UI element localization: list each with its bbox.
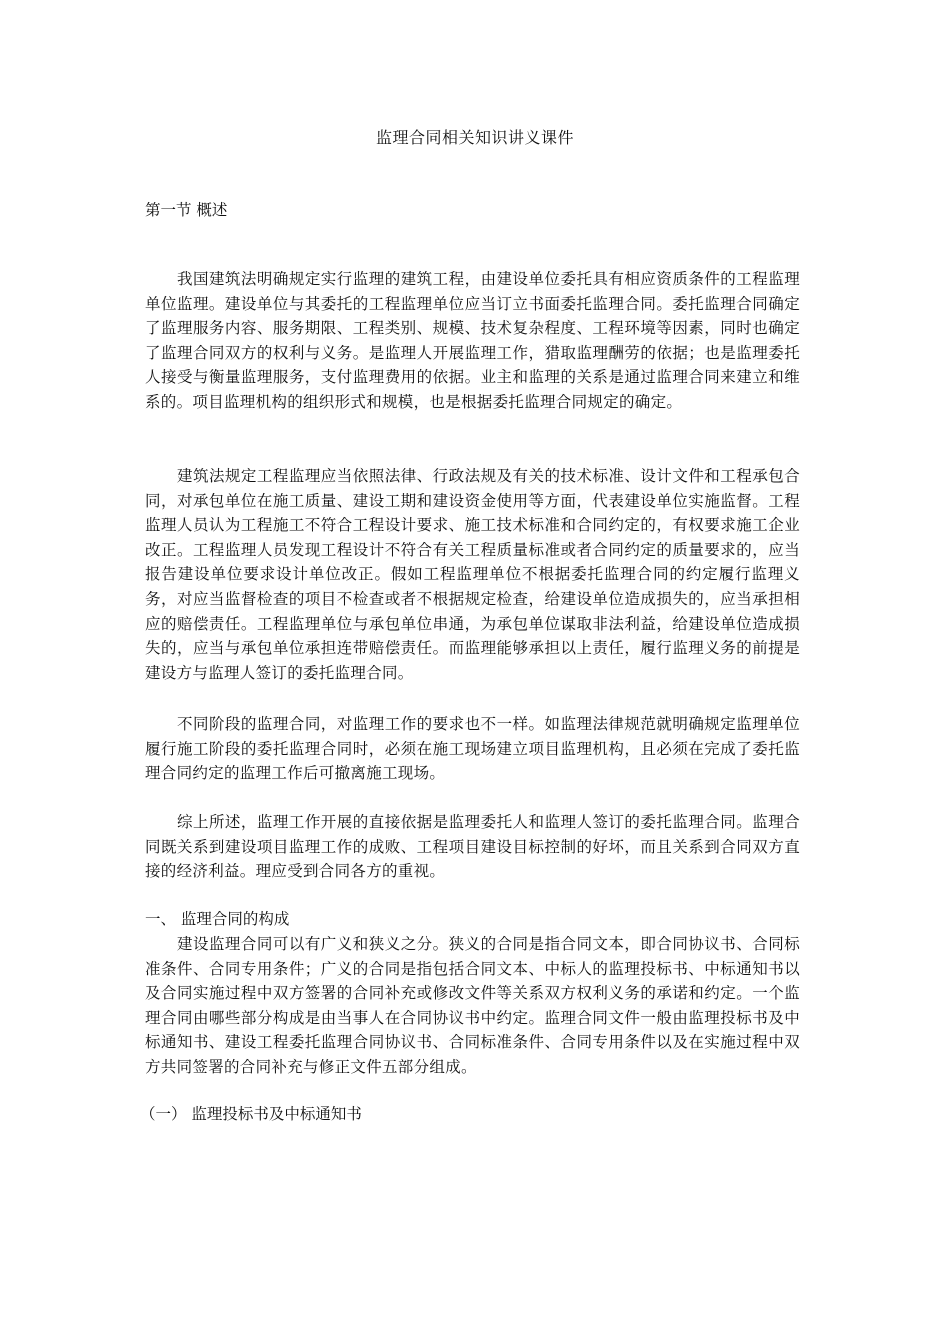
subsection-item-heading-bid-notice: （一） 监理投标书及中标通知书 bbox=[140, 1105, 362, 1123]
paragraph-3: 不同阶段的监理合同，对监理工作的要求也不一样。如监理法律规范就明确规定监理单位履行施工阶段的委托监理合同时，必须在施工现场建立项目监理机构，且必须在完成了委托监理合同约定的监理工作后可撤离施工现场。 bbox=[145, 715, 800, 783]
paragraph-4: 综上所述，监理工作开展的直接依据是监理委托人和监理人签订的委托监理合同。监理合同既关系到建设项目监理工作的成败、工程项目建设目标控制的好坏，而且关系到合同双方直接的经济利益。理应受到合同各方的重视。 bbox=[145, 813, 800, 881]
paragraph-contract-composition: 建设监理合同可以有广义和狭义之分。狭义的合同是指合同文本，即合同协议书、合同标准条件、合同专用条件；广义的合同是指包括合同文本、中标人的监理投标书、中标通知书以及合同实施过程中双方签署的合同补充或修改文件等关系双方权利义务的承诺和约定。一个监理合同由哪些部分构成是由当事人在合同协议书中约定。监理合同文件一般由监理投标书及中标通知书、建设工程委托监理合同协议书、合同标准条件、合同专用条件以及在实施过程中双方共同签署的合同补充与修正文件五部分组成。 bbox=[145, 935, 800, 1076]
paragraph-1: 我国建筑法明确规定实行监理的建筑工程，由建设单位委托具有相应资质条件的工程监理单位监理。建设单位与其委托的工程监理单位应当订立书面委托监理合同。委托监理合同确定了监理服务内容、服务期限、工程类别、规模、技术复杂程度、工程环境等因素，同时也确定了监理合同双方的权利与义务。是监理人开展监理工作，猎取监理酬劳的依据；也是监理委托人接受与衡量监理服务，支付监理费用的依据。业主和监理的关系是通过监理合同来建立和维系的。项目监理机构的组织形式和规模，也是根据委托监理合同规定的确定。 bbox=[145, 270, 800, 411]
section-heading-overview: 第一节 概述 bbox=[145, 201, 228, 219]
paragraph-2: 建筑法规定工程监理应当依照法律、行政法规及有关的技术标准、设计文件和工程承包合同，对承包单位在施工质量、建设工期和建设资金使用等方面，代表建设单位实施监督。工程监理人员认为工程施工不符合工程设计要求、施工技术标准和合同约定的，有权要求施工企业改正。工程监理人员发现工程设计不符合有关工程质量标准或者合同约定的质量要求的，应当报告建设单位要求设计单位改正。假如工程监理单位不根据委托监理合同的约定履行监理义务，对应当监督检查的项目不检查或者不根据规定检查，给建设单位造成损失的，应当承担相应的赔偿责任。工程监理单位与承包单位串通，为承包单位谋取非法利益，给建设单位造成损失的，应当与承包单位承担连带赔偿责任。而监理能够承担以上责任，履行监理义务的前提是建设方与监理人签订的委托监理合同。 bbox=[145, 467, 800, 682]
subsection-heading-contract-composition: 一、 监理合同的构成 bbox=[145, 910, 290, 928]
document-title: 监理合同相关知识讲义课件 bbox=[375, 128, 574, 147]
